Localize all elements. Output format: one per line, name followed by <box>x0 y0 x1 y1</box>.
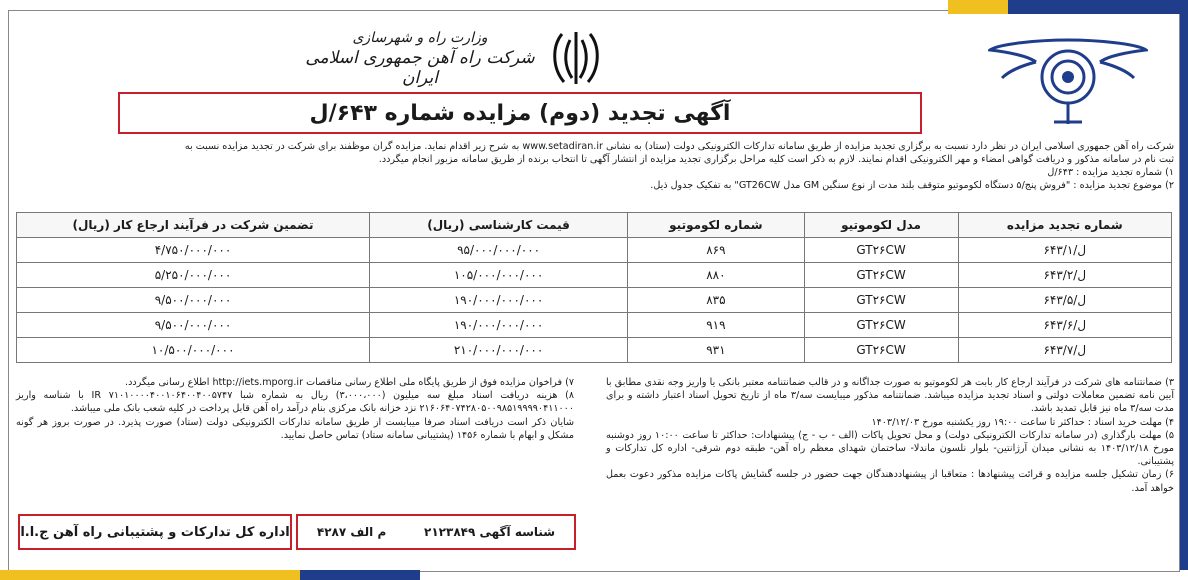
note-7-announcement: ۷) فراخوان مزایده فوق از طریق پایگاه ملی اطلاع رسانی مناقصات http://iets.mporg.ir اطلاع رسانی میگردد. <box>125 377 574 388</box>
cell-guarantee: ۹/۵۰۰/۰۰۰/۰۰۰ <box>17 288 370 313</box>
cell-auction-no: ل/۶۴۳/۲ <box>958 263 1171 288</box>
cell-price: ۹۵/۰۰۰/۰۰۰/۰۰۰ <box>370 238 628 263</box>
cell-auction-no: ل/۶۴۳/۶ <box>958 313 1171 338</box>
cell-price: ۱۰۵/۰۰۰/۰۰۰/۰۰۰ <box>370 263 628 288</box>
ministry-name: وزارت راه و شهرسازی <box>352 30 488 46</box>
cell-guarantee: ۹/۵۰۰/۰۰۰/۰۰۰ <box>17 313 370 338</box>
header-price: قیمت کارشناسی (ریال) <box>370 213 628 238</box>
header-auction-no: شماره تجدید مزایده <box>958 213 1171 238</box>
title-box <box>118 92 922 134</box>
intro-text <box>14 140 1174 192</box>
intro-item-1: ۱) شماره تجدید مزایده : ۶۴۳/ل <box>1047 167 1174 178</box>
ad-code: م الف ۴۲۸۷ <box>316 525 387 539</box>
table-row <box>17 313 1172 338</box>
table-row <box>17 263 1172 288</box>
note-support: شایان ذکر است دریافت اسناد صرفا میبایست از طریق سامانه تدارکات الکترونیکی دولت (ستاد) صورت پذیرد. در صورت بروز هر گونه مشکل و ابهام با شماره ۱۴۵۶ (پشتیبانی سامانه ستاد) تماس حاصل نمایید. <box>16 416 574 441</box>
issuer-box <box>18 514 292 550</box>
note-6-opening: ۶) زمان تشکیل جلسه مزایده و قرائت پیشنهادها : متعاقبا از پیشنهاددهندگان جهت حضور در جلسه گشایش پاکات مزایده مذکور دعوت بعمل خواهد آمد. <box>606 469 1174 494</box>
cell-auction-no: ل/۶۴۳/۱ <box>958 238 1171 263</box>
railway-logo-icon <box>988 22 1148 132</box>
note-8-fee: ۸) هزینه دریافت اسناد مبلغ سه میلیون (۳،۰۰۰،۰۰۰) ریال به شماره شبا IR ۷۱۰۱۰۰۰۰۴۰۰۱۰۶۴۰۰۴۰۰۵۷۴۷ با شناسه واریز ۲۱۶۰۶۴۰۷۴۲۸۰۵۰۰۹۸۵۱۹۹۹۹۰۴۱۱۰۰۰ نزد خزانه بانک مرکزی بنام درآمد راه آهن قابل پرداخت در کلیه شعب بانک ملی میباشد. <box>16 390 575 415</box>
cell-model: GT۲۶CW <box>804 288 958 313</box>
organization-heading <box>300 30 540 88</box>
header-guarantee: تضمین شرکت در فرآیند ارجاع کار (ریال) <box>17 213 370 238</box>
decor-bar-top <box>1008 0 1188 14</box>
ad-id-box <box>296 514 576 550</box>
locomotive-table <box>16 212 1172 363</box>
intro-line-2: ثبت نام در سامانه مذکور و دریافت گواهی امضاء و مهر الکترونیکی اقدام نمایند. لازم به ذکر است کلیه مراحل برگزاری تجدید مزایده از انتشار آگهی تا انتخاب برنده از طریق سامانه مزبور انجام میگردد. <box>378 154 1174 165</box>
issuer-office: اداره کل تدارکات و پشتیبانی راه آهن ج.ا.ا <box>20 524 290 540</box>
cell-guarantee: ۴/۷۵۰/۰۰۰/۰۰۰ <box>17 238 370 263</box>
intro-line-1: شرکت راه آهن جمهوری اسلامی ایران در نظر دارد نسبت به برگزاری تجدید مزایده از طریق سامانه تدارکات الکترونیکی دولت (ستاد) به نشانی www.setadiran.ir به شرح زیر اقدام نماید. مزایده گران موظفند برای شرکت در تجدید مزایده نسبت به <box>184 141 1174 152</box>
cell-model: GT۲۶CW <box>804 313 958 338</box>
decor-side-bar <box>1180 10 1188 570</box>
cell-auction-no: ل/۶۴۳/۵ <box>958 288 1171 313</box>
table-row <box>17 288 1172 313</box>
cell-loco-no: ۸۸۰ <box>628 263 804 288</box>
cell-loco-no: ۹۳۱ <box>628 338 804 363</box>
cell-loco-no: ۸۳۵ <box>628 288 804 313</box>
header-loco-no: شماره لکوموتیو <box>628 213 804 238</box>
cell-guarantee: ۱۰/۵۰۰/۰۰۰/۰۰۰ <box>17 338 370 363</box>
cell-price: ۱۹۰/۰۰۰/۰۰۰/۰۰۰ <box>370 288 628 313</box>
intro-item-2: ۲) موضوع تجدید مزایده : "فروش پنج/۵ دستگاه لکوموتیو متوقف بلند مدت از نوع سنگین GM مدل GT26CW" به تفکیک جدول ذیل. <box>650 180 1174 191</box>
company-name: شرکت راه آهن جمهوری اسلامی ایران <box>305 48 535 88</box>
table-row <box>17 238 1172 263</box>
cell-model: GT۲۶CW <box>804 338 958 363</box>
cell-model: GT۲۶CW <box>804 238 958 263</box>
cell-auction-no: ل/۶۴۳/۷ <box>958 338 1171 363</box>
cell-model: GT۲۶CW <box>804 263 958 288</box>
note-5-submission: ۵) مهلت بارگذاری (در سامانه تدارکات الکترونیکی دولت) و محل تحویل پاکات (الف - ب - ج) پیشنهادات: حداکثر تا ساعت ۱۰:۰۰ روز دوشنبه مورخ ۱۴۰۳/۱۲/۱۸ به نشانی میدان آرژانتین- بلوار نلسون ماندلا- ساختمان شهدای معظم راه آهن- طبقه دوم شرقی- اداره کل تدارکات و پشتیبانی. <box>606 429 1174 468</box>
decor-bar-bottom <box>300 570 420 580</box>
ad-id: شناسه آگهی ۲۱۲۳۸۴۹ <box>424 525 556 539</box>
decor-accent-top <box>948 0 1008 14</box>
table-row <box>17 338 1172 363</box>
note-3-guarantee: ۳) ضمانتنامه های شرکت در فرآیند ارجاع کار بابت هر لکوموتیو به صورت جداگانه و در قالب ضمانتنامه معتبر بانکی یا واریز وجه نقدی مطابق با آیین نامه تضمین معاملات دولتی و اسناد تجدید مزایده میباشد. ضمانتنامه مذکور میبایست سه/۳ ماه از تاریخ تحویل اسناد اعتبار داشته و برای مدت سه/۳ ماه نیز قابل تمدید باشد. <box>606 377 1174 415</box>
conditions-right-column <box>606 376 1174 495</box>
conditions-left-column <box>16 376 574 442</box>
cell-loco-no: ۸۶۹ <box>628 238 804 263</box>
cell-loco-no: ۹۱۹ <box>628 313 804 338</box>
table-header-row <box>17 213 1172 238</box>
ad-title: آگهی تجدید (دوم) مزایده شماره ۶۴۳/ل <box>309 100 731 126</box>
cell-price: ۲۱۰/۰۰۰/۰۰۰/۰۰۰ <box>370 338 628 363</box>
note-4-purchase-deadline: ۴) مهلت خرید اسناد : حداکثر تا ساعت ۱۹:۰۰ روز یکشنبه مورخ ۱۴۰۳/۱۲/۰۳ <box>871 416 1174 428</box>
national-emblem-icon <box>548 28 604 88</box>
decor-accent-bottom <box>0 570 300 580</box>
header-model: مدل لکوموتیو <box>804 213 958 238</box>
cell-guarantee: ۵/۲۵۰/۰۰۰/۰۰۰ <box>17 263 370 288</box>
cell-price: ۱۹۰/۰۰۰/۰۰۰/۰۰۰ <box>370 313 628 338</box>
